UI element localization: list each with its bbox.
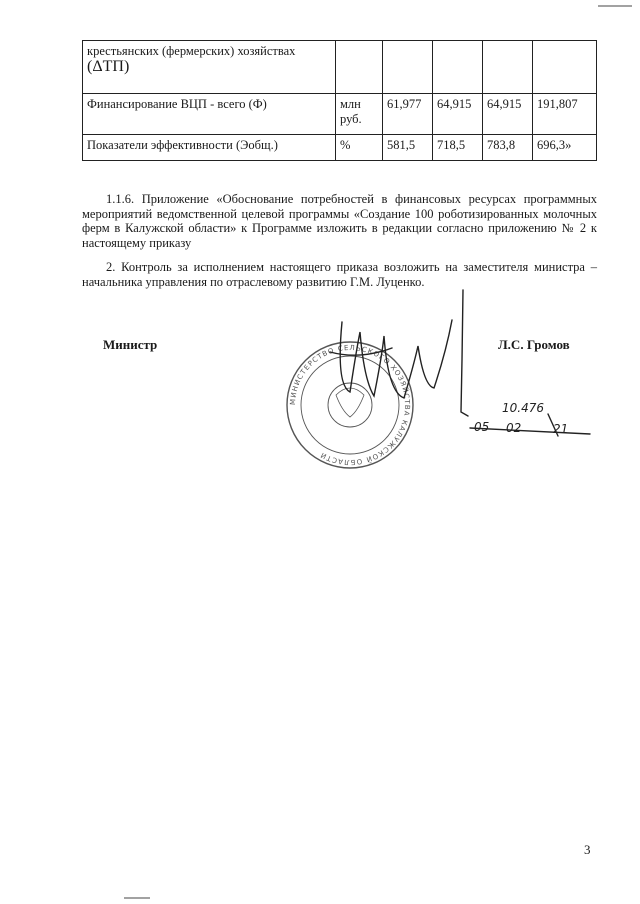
handwritten-signature — [330, 290, 590, 436]
signature-title: Министр — [103, 337, 158, 352]
handwritten-number: 10.476 — [502, 401, 544, 415]
handwritten-date-month: 02 — [506, 421, 522, 435]
unit-cell: млн руб. — [336, 94, 383, 135]
svg-text:МИНИСТЕРСТВО СЕЛЬСКОГО ХОЗЯЙСТ — [289, 344, 411, 466]
official-stamp — [287, 342, 413, 468]
paragraph-1-1-6: 1.1.6. Приложение «Обоснование потребностей в финансовых ресурсах программных мероприятий ведомственной целевой программы «Создание 100 роботизированных молочных ферм в Калужской области» к Программе изложить в редакции согласно приложению № 2 к настоящему приказу — [82, 192, 597, 250]
unit-cell: % — [336, 135, 383, 161]
row-name: крестьянских (фермерских) хозяйствах — [87, 44, 296, 58]
value-cell: 696,3» — [533, 135, 597, 161]
signature-name: Л.С. Громов — [498, 337, 570, 352]
page-number: 3 — [584, 842, 591, 857]
handwritten-date-day: 05 — [474, 420, 490, 434]
value-cell: 191,807 — [533, 94, 597, 135]
value-cell: 61,977 — [383, 94, 433, 135]
value-cell: 581,5 — [383, 135, 433, 161]
value-cell: 783,8 — [483, 135, 533, 161]
value-cell: 64,915 — [483, 94, 533, 135]
value-cell: 718,5 — [433, 135, 483, 161]
handwritten-date-year: 21 — [553, 422, 569, 436]
paragraph-2: 2. Контроль за исполнением настоящего приказа возложить на заместителя министра – начальника управления по отраслевому развитию Г.М. Луценко. — [82, 260, 597, 289]
row-name: Показатели эффективности (Эобщ.) — [87, 138, 278, 152]
row-symbol: (ΔТП) — [87, 58, 130, 75]
row-name: Финансирование ВЦП - всего (Ф) — [87, 97, 267, 111]
stamp-text: МИНИСТЕРСТВО СЕЛЬСКОГО ХОЗЯЙСТВА КАЛУЖСКОЙ ОБЛАСТИ — [288, 343, 412, 467]
value-cell: 64,915 — [433, 94, 483, 135]
